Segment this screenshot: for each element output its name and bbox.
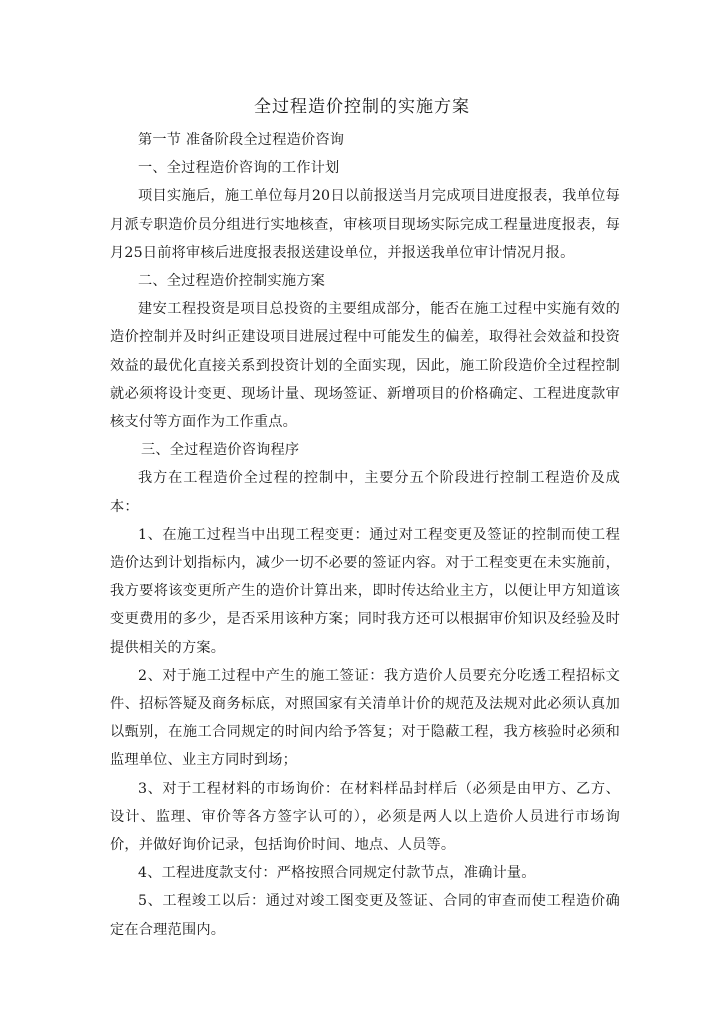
document-title: 全过程造价控制的实施方案 [254,97,470,117]
procedure-item-5: 5、工程竣工以后：通过对竣工图变更及签证、合同的审查而使工程造价确定在合理范围内。 [110,893,620,938]
part2-paragraph: 建安工程投资是项目总投资的主要组成部分，能否在施工过程中实施有效的造价控制并及时纠正建设项目进展过程中可能发生的偏差，取得社会效益和投资效益的最优化直接关系到投资计划的全面实现，因此，施工阶段造价全过程控制就必须将设计变更、现场计量、现场签证、新增项目的价格确定、工程进度款审核支付等方面作为工作重点。 [110,301,620,431]
part3-heading: 三、全过程造价咨询程序 [141,442,300,459]
part1-paragraph: 项目实施后，施工单位每月20日以前报送当月完成项目进度报表，我单位每月派专职造价员分组进行实地核查，审核项目现场实际完成工程量进度报表，每月25日前将审核后进度报表报送建设单位，并报送我单位审计情况月报。 [110,188,620,261]
section-title: 第一节 准备阶段全过程造价咨询 [138,132,345,148]
part2-heading: 二、全过程造价控制实施方案 [138,273,326,290]
procedure-item-3: 3、对于工程材料的市场询价：在材料样品封样后（必须是由甲方、乙方、设计、监理、审价等各方签字认可的），必须是两人以上造价人员进行市场询价，并做好询价记录，包括询价时间、地点、人员等。 [110,780,620,854]
document-body [110,126,620,944]
procedure-item-4: 4、工程进度款支付：严格按照合同规定付款节点，准确计量。 [138,865,536,882]
procedure-item-2: 2、对于施工过程中产生的施工签证：我方造价人员要充分吃透工程招标文件、招标答疑及商务标底，对照国家有关清单计价的规范及法规对此必须认真加以甄别，在施工合同规定的时间内给予答复；对于隐蔽工程，我方核验时必须和监理单位、业主方同时到场； [110,667,620,769]
procedure-item-1: 1、在施工过程当中出现工程变更：通过对工程变更及签证的控制而使工程造价达到计划指标内，减少一切不必要的签证内容。对于工程变更在未实施前，我方要将该变更所产生的造价计算出来，即时传达给业主方，以便让甲方知道该变更费用的多少，是否采用该种方案；同时我方还可以根据审价知识及经验及时提供相关的方案。 [110,526,620,656]
part1-heading: 一、全过程造价咨询的工作计划 [138,160,340,177]
part3-intro: 我方在工程造价全过程的控制中，主要分五个阶段进行控制工程造价及成本： [110,470,620,515]
